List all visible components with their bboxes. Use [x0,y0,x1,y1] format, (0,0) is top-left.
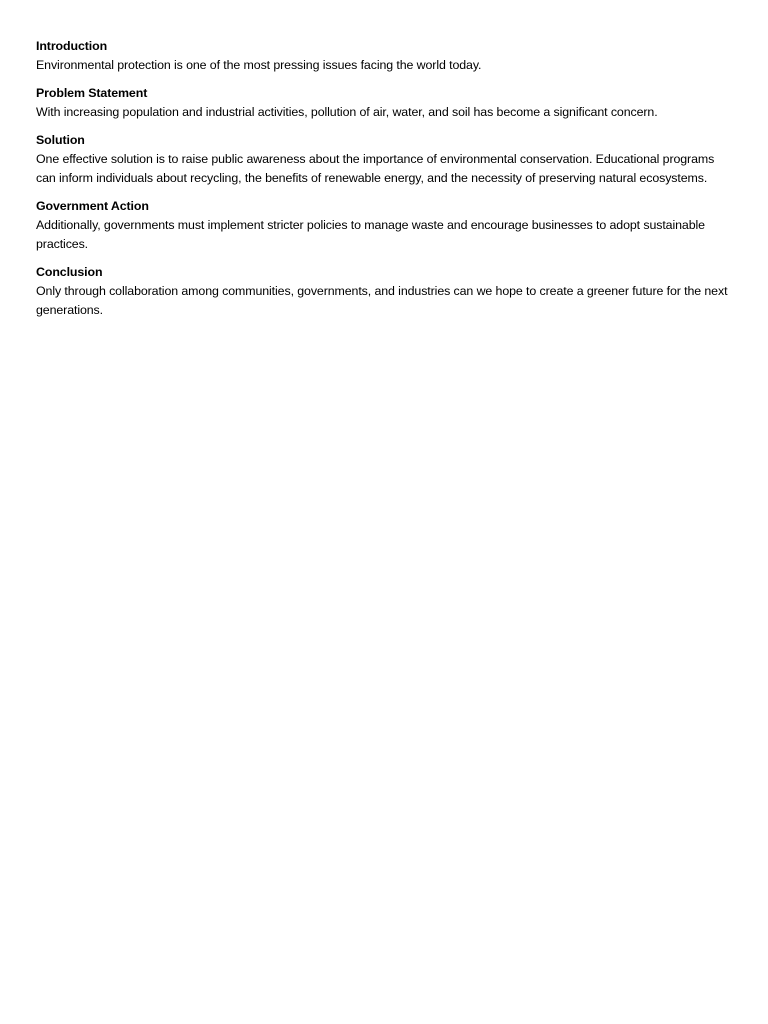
section-paragraph: Additionally, governments must implement stricter policies to manage waste and encourage businesses to adopt sustainable practices. [36,218,705,251]
section-heading: Conclusion [36,265,103,279]
section-solution [36,131,732,188]
section-conclusion [36,263,732,320]
section-heading: Introduction [36,39,108,53]
section-paragraph: One effective solution is to raise public awareness about the importance of environmental conservation. Educational programs can inform individuals about recycling, the benefits of renewable energy, and the necessity of preserving natural ecosystems. [36,152,715,185]
section-introduction [36,37,732,75]
section-heading: Solution [36,133,85,147]
section-paragraph: With increasing population and industrial activities, pollution of air, water, and soil has become a significant concern. [36,105,658,119]
section-government-action [36,197,732,254]
section-paragraph: Only through collaboration among communities, governments, and industries can we hope to create a greener future for the next generations. [36,284,728,317]
section-heading: Problem Statement [36,86,148,100]
section-heading: Government Action [36,199,149,213]
section-paragraph: Environmental protection is one of the most pressing issues facing the world today. [36,58,482,72]
section-problem-statement [36,84,732,122]
